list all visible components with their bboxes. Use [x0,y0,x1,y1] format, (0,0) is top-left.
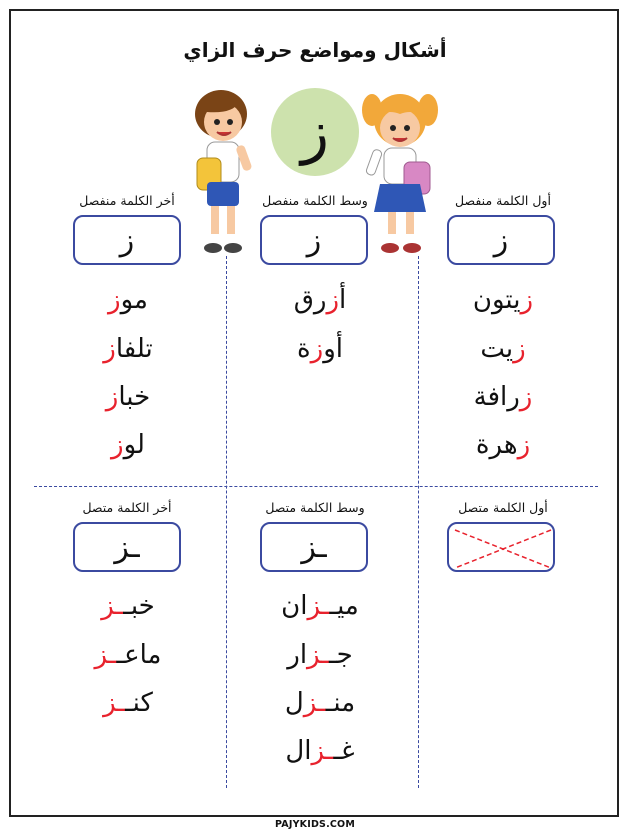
word-start-separate: زرافة [473,382,533,412]
word-end-separate: خباز [105,382,151,412]
header-middle-connected: وسط الكلمة متصل [265,500,365,515]
word-middle-separate: أوزة [297,334,343,364]
letter-box-middle-separate: ز [260,215,368,265]
girl-illustration [360,84,440,262]
column-divider-right [418,256,419,788]
word-end-separate: موز [108,285,148,315]
word-middle-connected: غــزال [285,736,355,766]
word-end-connected: خبــز [101,591,155,621]
header-start-connected: أول الكلمة متصل [458,500,548,515]
header-end-connected: أخر الكلمة متصل [82,500,172,515]
header-start-separate: أول الكلمة منفصل [455,193,551,208]
footer [0,812,630,831]
letter-box-middle-connected: ـز [260,522,368,572]
word-middle-connected: منــزل [284,688,356,718]
word-middle-connected: ميــزان [281,591,359,621]
letter-box-end-connected: ـز [73,522,181,572]
word-end-connected: ماعــز [94,640,162,670]
word-middle-separate: أزرق [293,285,347,315]
footer-site: PAJYKIDS.COM [269,819,361,830]
word-start-separate: زيت [480,334,526,364]
header-end-separate: أخر الكلمة منفصل [79,193,175,208]
boy-illustration [185,84,255,262]
word-start-separate: زيتون [472,285,534,315]
word-middle-connected: جــزار [287,640,353,670]
page-title: أشكال ومواضع حرف الزاي [183,38,447,62]
word-end-separate: لوز [111,430,145,460]
letter-box-start-separate: ز [447,215,555,265]
word-end-separate: تلفاز [103,334,153,364]
section-divider [34,486,598,487]
center-letter-badge: ز [271,88,359,176]
letter-box-start-connected-crossed [447,522,555,572]
word-start-separate: زهرة [475,430,531,460]
header-middle-separate: وسط الكلمة منفصل [262,193,368,208]
cross-out-icon [449,524,557,574]
letter-box-end-separate: ز [73,215,181,265]
column-divider-left [226,256,227,788]
word-end-connected: كنــز [103,688,153,718]
